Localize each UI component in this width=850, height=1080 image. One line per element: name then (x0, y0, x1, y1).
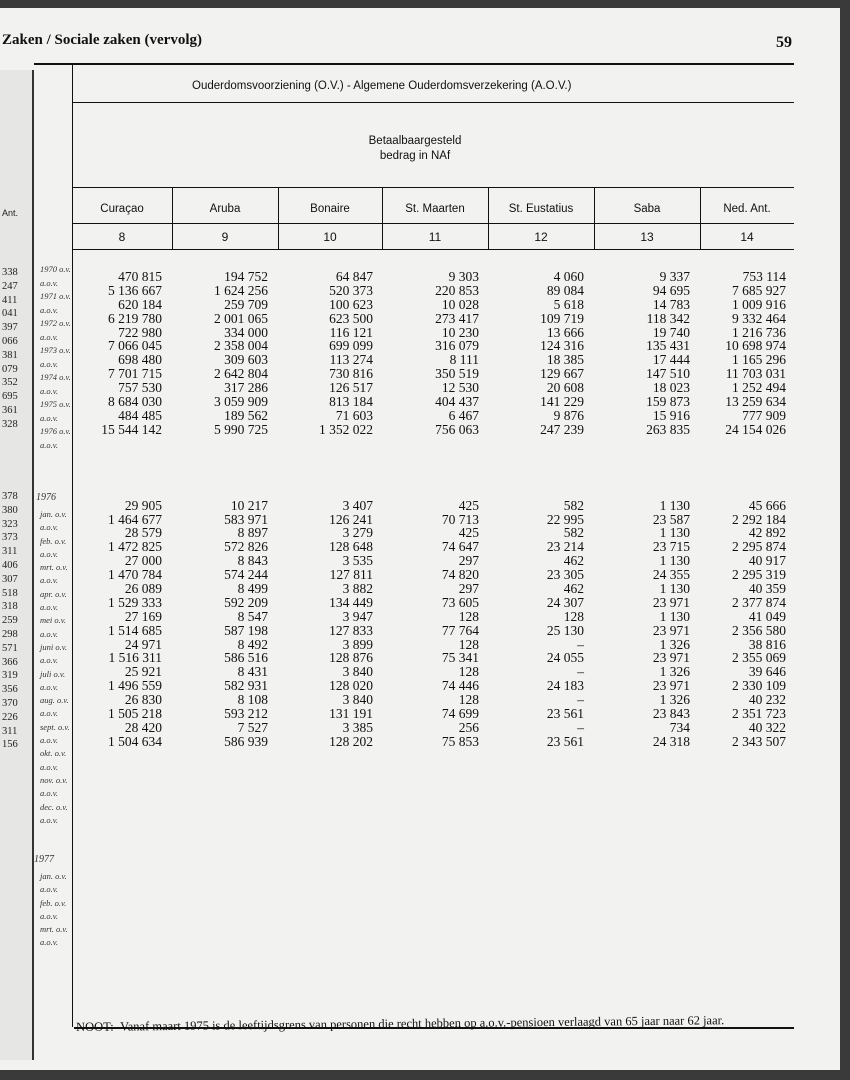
table-cell: 273 417 (435, 310, 479, 326)
margin-numbers-lower: 378 380 323 373 311 406 307 518 318 259 298 571 366 319 356 370 226 311 156 (2, 491, 18, 751)
table-cell: 9 876 (553, 407, 584, 423)
table-cell: 159 873 (646, 394, 690, 410)
table-cell: 12 530 (441, 380, 479, 396)
table-cell: 24 183 (546, 678, 584, 694)
title-rule (72, 102, 794, 103)
margin-month-marks: jan. o.v. a.o.v. feb. o.v. a.o.v. mrt. o.v. a.o.v. apr. o.v. a.o.v. mei o.v. a.o.v. juni o.v. a.o.v. juli o.v. a.o.v. aug. o.v. a.o.v. sept. o.v. a.o.v. okt. o.v. a.o.v. nov. o.v. a.o.v. dec. o.v. a.o.v. (40, 509, 70, 825)
table-cell: 23 305 (546, 567, 584, 583)
table-cell: 425 (458, 525, 479, 541)
table-cell: 1 216 736 (732, 324, 786, 340)
table-cell: 8 111 (449, 352, 479, 368)
table-cell: 118 342 (646, 310, 690, 326)
table-cell: 23 971 (652, 594, 690, 610)
table-cell: 7 701 715 (108, 366, 162, 382)
column-header: Curaçao (100, 203, 144, 215)
table-cell: 1 472 825 (108, 539, 162, 555)
table-cell: 425 (458, 497, 479, 513)
table-cell: 14 783 (652, 296, 690, 312)
table-cell: 1 326 (659, 664, 690, 680)
table-cell: 1 529 333 (108, 594, 162, 610)
table-cell: 75 853 (441, 733, 479, 749)
table-cell: 1 130 (659, 581, 690, 597)
table-cell: 18 385 (546, 352, 584, 368)
table-cell: 24 318 (652, 733, 690, 749)
table-cell: 757 530 (118, 380, 162, 396)
column-bonaire (278, 270, 373, 749)
table-cell: – (577, 692, 584, 708)
table-cell: – (577, 719, 584, 735)
table-cell: 1 130 (659, 553, 690, 569)
table-cell: 27 000 (124, 553, 162, 569)
table-cell: 189 562 (224, 407, 268, 423)
table-cell: 129 667 (540, 366, 584, 382)
table-cell: 74 647 (441, 539, 479, 555)
table-cell: 13 666 (546, 324, 584, 340)
table-cell: 11 703 031 (725, 366, 786, 382)
table-cell: 71 603 (335, 407, 373, 423)
table-cell: 109 719 (540, 310, 584, 326)
table-cell: 24 971 (124, 636, 162, 652)
column-number: 13 (640, 230, 654, 244)
table-cell: 259 709 (224, 296, 268, 312)
margin-numbers-upper: 338 247 411 041 397 066 381 079 352 695 361 328 (2, 267, 18, 430)
table-cell: 698 480 (118, 352, 162, 368)
margin-month-marks-1977: jan. o.v. a.o.v. feb. o.v. a.o.v. mrt. o.v. a.o.v. (40, 871, 68, 948)
table-cell: 9 303 (448, 269, 479, 284)
table-cell: 256 (458, 719, 479, 735)
table-title: Ouderdomsvoorziening (O.V.) - Algemene Ouderdomsverzekering (A.O.V.) (192, 80, 572, 92)
table-cell: 2 356 580 (732, 622, 786, 638)
margin-year-1976: 1976 (36, 492, 56, 503)
table-cell: 1 504 634 (108, 733, 162, 749)
table-cell: 113 274 (329, 352, 373, 368)
table-cell: 6 219 780 (108, 310, 162, 326)
table-cell: 1 624 256 (214, 282, 268, 298)
table-cell: 19 740 (652, 324, 690, 340)
table-cell: 3 840 (342, 692, 373, 708)
table-cell: 2 295 319 (732, 567, 786, 583)
margin-ant-label: Ant. (2, 208, 19, 218)
table-cell: 586 939 (224, 733, 268, 749)
table-cell: 23 971 (652, 622, 690, 638)
column-number: 10 (323, 230, 337, 244)
note-text: Vanaf maart 1975 is de leeftijdsgrens van personen die recht hebben op a.o.v.-pensioen verlaagd van 65 jaar naar 62 jaar. (119, 1013, 725, 1034)
table-cell: 24 355 (652, 567, 690, 583)
table-cell: 40 359 (748, 581, 786, 597)
table-cell: 8 499 (237, 581, 268, 597)
table-cell: 2 292 184 (732, 511, 786, 527)
table-cell: 756 063 (435, 421, 479, 437)
table-cell: 75 341 (441, 650, 479, 666)
column-st-maarten (382, 270, 479, 749)
table-cell: 813 184 (329, 394, 373, 410)
section-header: Zaken / Sociale zaken (vervolg) (2, 32, 202, 48)
table-cell: 1 464 677 (108, 511, 162, 527)
table-cell: 41 049 (748, 608, 786, 624)
table-cell: 699 099 (329, 338, 373, 354)
header-rule (72, 187, 794, 188)
table-cell: 620 184 (118, 296, 162, 312)
table-cell: 10 028 (441, 296, 479, 312)
table-cell: 1 130 (659, 525, 690, 541)
table-cell: 194 752 (224, 269, 268, 284)
table-cell: 45 666 (748, 497, 786, 513)
table-cell: 404 437 (435, 394, 479, 410)
table-cell: 587 198 (224, 622, 268, 638)
table-cell: 22 995 (546, 511, 584, 527)
table-cell: – (577, 664, 584, 680)
table-cell: 5 136 667 (108, 282, 162, 298)
table-cell: 2 330 109 (732, 678, 786, 694)
column-aruba (172, 270, 268, 749)
table-cell: 23 843 (652, 706, 690, 722)
note-label: NOOT: (76, 1019, 114, 1034)
column-header: Saba (633, 203, 661, 215)
table-cell: 27 169 (124, 608, 162, 624)
column-header: Ned. Ant. (723, 203, 771, 215)
table-cell: 13 259 634 (725, 394, 786, 410)
table-cell: 1 252 494 (732, 380, 786, 396)
table-cell: 582 (563, 497, 584, 513)
table-cell: 1 165 296 (732, 352, 786, 368)
table-cell: 1 326 (659, 692, 690, 708)
table-cell: 24 307 (546, 594, 584, 610)
table-cell: 64 847 (335, 269, 373, 284)
table-cell: 128 (458, 608, 479, 624)
table-cell: 73 605 (441, 594, 479, 610)
table-cell: 116 121 (329, 324, 373, 340)
table-cell: 593 212 (224, 706, 268, 722)
table-cell: 39 646 (748, 664, 786, 680)
table-cell: 2 351 723 (732, 706, 786, 722)
table-cell: 582 (563, 525, 584, 541)
table-cell: 777 909 (742, 407, 786, 423)
table-cell: 9 337 (659, 269, 690, 284)
table-cell: 583 971 (224, 511, 268, 527)
table-cell: 3 059 909 (214, 394, 268, 410)
table-cell: 3 947 (342, 608, 373, 624)
table-cell: 574 244 (224, 567, 268, 583)
table-cell: 8 431 (237, 664, 268, 680)
column-header: Bonaire (310, 203, 350, 215)
table-cell: 462 (563, 581, 584, 597)
table-cell: 1 496 559 (108, 678, 162, 694)
table-cell: 141 229 (540, 394, 584, 410)
table-cell: 128 (458, 636, 479, 652)
table-cell: 23 214 (546, 539, 584, 555)
table-cell: 623 500 (329, 310, 373, 326)
table-cell: 470 815 (118, 269, 162, 284)
table-cell: 484 485 (118, 407, 162, 423)
table-cell: – (577, 636, 584, 652)
table-cell: 23 971 (652, 650, 690, 666)
table-cell: 3 535 (342, 553, 373, 569)
column-st-eustatius (488, 270, 584, 749)
table-cell: 74 699 (441, 706, 479, 722)
table-cell: 1 514 685 (108, 622, 162, 638)
table-cell: 94 695 (652, 282, 690, 298)
column-curacao (70, 270, 162, 749)
table-cell: 28 579 (124, 525, 162, 541)
table-cell: 1 009 916 (732, 296, 786, 312)
table-cell: 89 084 (546, 282, 584, 298)
table-cell: 5 618 (553, 296, 584, 312)
table-cell: 28 420 (124, 719, 162, 735)
table-cell: 7 685 927 (732, 282, 786, 298)
table-cell: 124 316 (540, 338, 584, 354)
table-cell: 350 519 (435, 366, 479, 382)
column-header: Aruba (209, 203, 241, 215)
table-cell: 23 971 (652, 678, 690, 694)
table-cell: 8 108 (237, 692, 268, 708)
table-cell: 128 020 (329, 678, 373, 694)
table-cell: 247 239 (540, 421, 584, 437)
table-cell: 128 876 (329, 650, 373, 666)
document-page (0, 8, 840, 1070)
table-cell: 2 343 507 (732, 733, 786, 749)
table-cell: 23 561 (546, 706, 584, 722)
table-cell: 8 843 (237, 553, 268, 569)
table-cell: 10 217 (230, 497, 268, 513)
table-cell: 592 209 (224, 594, 268, 610)
table-cell: 74 820 (441, 567, 479, 583)
table-cell: 2 295 874 (732, 539, 786, 555)
table-cell: 309 603 (224, 352, 268, 368)
table-cell: 70 713 (441, 511, 479, 527)
table-cell: 10 698 974 (725, 338, 786, 354)
table-cell: 29 905 (124, 497, 162, 513)
table-cell: 2 642 804 (214, 366, 268, 382)
table-cell: 40 232 (748, 692, 786, 708)
table-cell: 582 931 (224, 678, 268, 694)
table-cell: 317 286 (224, 380, 268, 396)
table-cell: 25 130 (546, 622, 584, 638)
table-cell: 8 684 030 (108, 394, 162, 410)
table-cell: 23 587 (652, 511, 690, 527)
table-cell: 3 385 (342, 719, 373, 735)
table-cell: 1 505 218 (108, 706, 162, 722)
margin-row-marks: 1970 o.v. a.o.v. 1971 o.v. a.o.v. 1972 o.v. a.o.v. 1973 o.v. a.o.v. 1974 o.v. a.o.v. 1975 o.v. a.o.v. 1976 o.v. a.o.v. (40, 264, 71, 450)
table-cell: 128 (458, 664, 479, 680)
table-cell: 586 516 (224, 650, 268, 666)
table-cell: 1 130 (659, 608, 690, 624)
table-cell: 297 (458, 553, 479, 569)
table-cell: 5 990 725 (214, 421, 268, 437)
table-cell: 3 899 (342, 636, 373, 652)
table-cell: 23 561 (546, 733, 584, 749)
table-cell: 334 000 (224, 324, 268, 340)
binding-line (32, 70, 34, 1060)
table-cell: 147 510 (646, 366, 690, 382)
table-cell: 572 826 (224, 539, 268, 555)
table-top-rule (34, 63, 794, 65)
table-cell: 38 816 (748, 636, 786, 652)
column-ned-ant (700, 270, 786, 749)
table-cell: 1 516 311 (108, 650, 162, 666)
table-cell: 3 840 (342, 664, 373, 680)
table-cell: 1 130 (659, 497, 690, 513)
table-cell: 77 764 (441, 622, 479, 638)
table-cell: 42 892 (748, 525, 786, 541)
table-cell: 4 060 (553, 269, 584, 284)
table-cell: 1 352 022 (319, 421, 373, 437)
table-cell: 127 811 (329, 567, 373, 583)
table-cell: 10 230 (441, 324, 479, 340)
table-cell: 8 547 (237, 608, 268, 624)
table-cell: 25 921 (124, 664, 162, 680)
column-number: 14 (740, 230, 754, 244)
table-cell: 3 279 (342, 525, 373, 541)
column-number: 8 (118, 230, 126, 244)
column-number: 12 (534, 230, 548, 244)
table-cell: 126 241 (329, 511, 373, 527)
table-cell: 2 001 065 (214, 310, 268, 326)
table-cell: 520 373 (329, 282, 373, 298)
table-cell: 3 407 (342, 497, 373, 513)
table-cell: 297 (458, 581, 479, 597)
table-cell: 8 897 (237, 525, 268, 541)
table-cell: 126 517 (329, 380, 373, 396)
table-note (76, 1013, 756, 1035)
column-saba (594, 270, 690, 749)
table-cell: 134 449 (329, 594, 373, 610)
table-cell: 220 853 (435, 282, 479, 298)
table-cell: 135 431 (646, 338, 690, 354)
table-cell: 24 154 026 (725, 421, 786, 437)
table-cell: 734 (669, 719, 690, 735)
table-cell: 2 355 069 (732, 650, 786, 666)
table-cell: 26 830 (124, 692, 162, 708)
table-subtitle: Betaalbaargesteld bedrag in NAf (368, 135, 462, 162)
table-cell: 128 (563, 608, 584, 624)
table-cell: 131 191 (329, 706, 373, 722)
table-cell: 23 715 (652, 539, 690, 555)
table-cell: 18 023 (652, 380, 690, 396)
colname-rule (72, 223, 794, 224)
table-cell: 722 980 (118, 324, 162, 340)
margin-year-1977: 1977 (34, 854, 54, 865)
column-header: St. Eustatius (508, 203, 574, 215)
table-cell: 74 446 (441, 678, 479, 694)
table-cell: 24 055 (546, 650, 584, 666)
table-cell: 8 492 (237, 636, 268, 652)
column-header: St. Maarten (405, 203, 465, 215)
column-number: 9 (221, 230, 229, 244)
table-cell: 40 322 (748, 719, 786, 735)
table-cell: 128 (458, 692, 479, 708)
table-cell: 1 470 784 (108, 567, 162, 583)
table-cell: 100 623 (329, 296, 373, 312)
table-cell: 753 114 (742, 269, 786, 284)
table-cell: 462 (563, 553, 584, 569)
table-cell: 20 608 (546, 380, 584, 396)
table-cell: 9 332 464 (732, 310, 786, 326)
page-number: 59 (776, 34, 792, 51)
table-cell: 7 066 045 (108, 338, 162, 354)
table-cell: 7 527 (237, 719, 268, 735)
table-cell: 128 648 (329, 539, 373, 555)
table-cell: 15 544 142 (101, 421, 162, 437)
table-cell: 730 816 (329, 366, 373, 382)
table-cell: 40 917 (748, 553, 786, 569)
table-cell: 2 377 874 (732, 594, 786, 610)
table-cell: 127 833 (329, 622, 373, 638)
table-cell: 316 079 (435, 338, 479, 354)
table-cell: 15 916 (652, 407, 690, 423)
table-cell: 3 882 (342, 581, 373, 597)
table-cell: 1 326 (659, 636, 690, 652)
colnum-rule (72, 249, 794, 250)
table-cell: 6 467 (448, 407, 479, 423)
table-cell: 2 358 004 (214, 338, 268, 354)
column-number: 11 (428, 230, 442, 244)
table-cell: 128 202 (329, 733, 373, 749)
table-cell: 17 444 (652, 352, 690, 368)
table-cell: 26 089 (124, 581, 162, 597)
table-cell: 263 835 (646, 421, 690, 437)
